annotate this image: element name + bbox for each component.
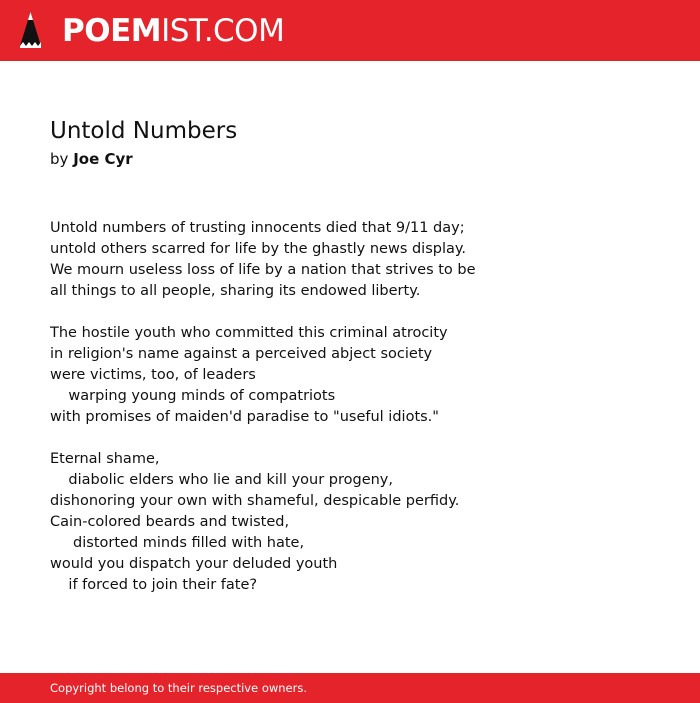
poem-line: dishonoring your own with shameful, despicable perfidy.: [50, 493, 460, 509]
brand-bold-text: POEM: [62, 13, 162, 49]
site-logo-text[interactable]: [62, 11, 284, 51]
poem-line: if forced to join their fate?: [50, 577, 258, 593]
poem-line: Cain-colored beards and twisted,: [50, 514, 290, 530]
poem-line: Untold numbers of trusting innocents died that 9/11 day;: [50, 220, 465, 236]
byline: [50, 148, 133, 170]
by-label: by: [50, 150, 69, 168]
poem-line: all things to all people, sharing its endowed liberty.: [50, 283, 421, 299]
poem-line: We mourn useless loss of life by a nation that strives to be: [50, 262, 476, 278]
poem-line: would you dispatch your deluded youth: [50, 556, 338, 572]
copyright-notice: Copyright belong to their respective owners.: [50, 681, 308, 695]
brand-light-text: IST.COM: [161, 13, 285, 49]
stanza-break: [50, 302, 476, 323]
author-name: Joe Cyr: [73, 150, 133, 168]
pencil-tip-icon[interactable]: [18, 10, 43, 52]
stanza-break: [50, 428, 476, 449]
poem-title: Untold Numbers: [50, 118, 238, 144]
poem-line: distorted minds filled with hate,: [50, 535, 305, 551]
poem-line: The hostile youth who committed this criminal atrocity: [50, 325, 448, 341]
site-footer: [0, 673, 700, 703]
poem-line: untold others scarred for life by the ghastly news display.: [50, 241, 467, 257]
poem-line: with promises of maiden'd paradise to "useful idiots.": [50, 409, 439, 425]
poem-body: [50, 218, 476, 596]
site-header: [0, 0, 700, 61]
poem-line: were victims, too, of leaders: [50, 367, 256, 383]
poem-line: warping young minds of compatriots: [50, 388, 336, 404]
poem-line: in religion's name against a perceived abject society: [50, 346, 433, 362]
poem-line: diabolic elders who lie and kill your progeny,: [50, 472, 394, 488]
poem-line: Eternal shame,: [50, 451, 160, 467]
